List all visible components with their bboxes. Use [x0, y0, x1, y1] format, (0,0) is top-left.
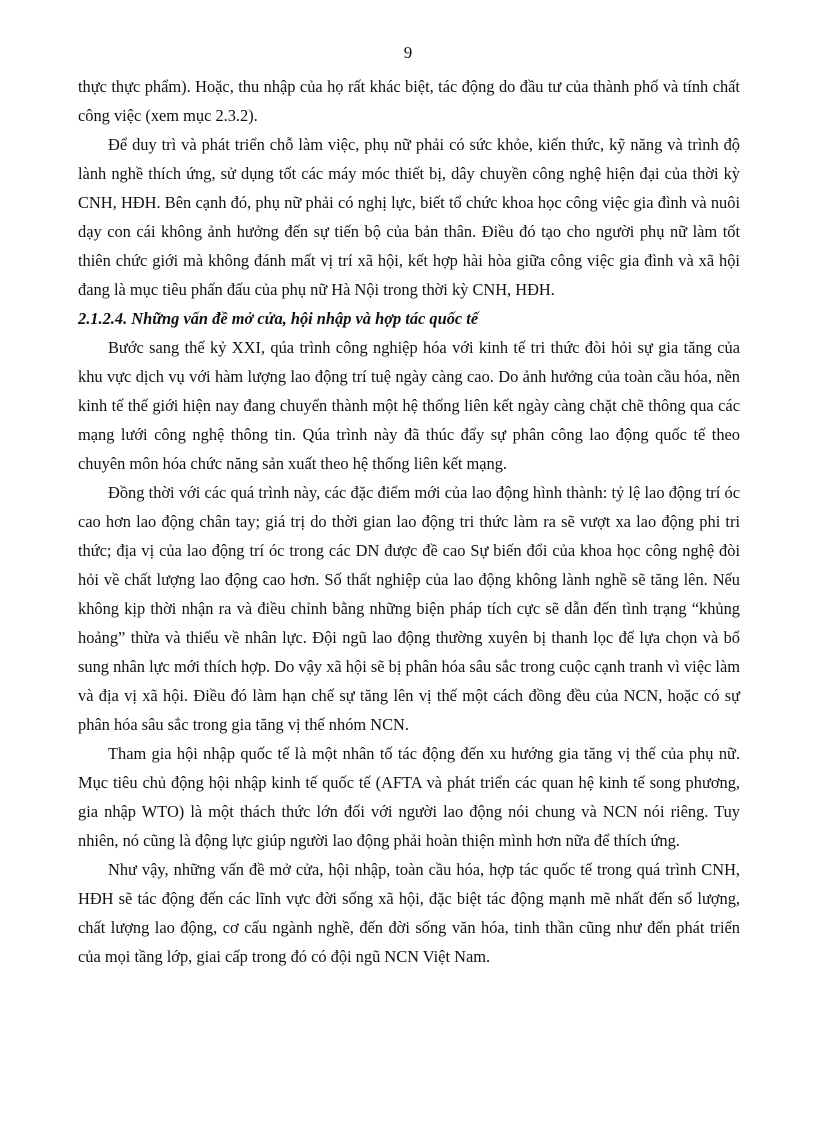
paragraph-continuation: thực thực phẩm). Hoặc, thu nhập của họ rất khác biệt, tác động do đầu tư của thành phố và tính chất công việc (xem mục 2.3.2).: [78, 77, 740, 125]
paragraph-industrialization: Bước sang thế kỷ XXI, qúa trình công nghiệp hóa với kinh tế tri thức đòi hỏi sự gia tăng của khu vực dịch vụ với hàm lượng lao động trí tuệ ngày càng cao. Do ảnh hưởng của toàn cầu hóa, nền kinh tế thế giới hiện nay đang chuyển thành một hệ thống liên kết ngày càng chặt chẽ thông qua các mạng lưới công nghệ thông tin. Qúa trình này đã thúc đẩy sự phân công lao động quốc tế theo chuyên môn hóa chức năng sản xuất theo hệ thống liên kết mạng.: [78, 338, 740, 473]
section-heading: 2.1.2.4. Những vấn đề mở cửa, hội nhập và hợp tác quốc tế: [78, 309, 479, 328]
paragraph-women-work: Để duy trì và phát triển chỗ làm việc, phụ nữ phải có sức khỏe, kiến thức, kỹ năng và trình độ lành nghề thích ứng, sử dụng tốt các máy móc thiết bị, dây chuyền công nghệ hiện đại của thời kỳ CNH, HĐH. Bên cạnh đó, phụ nữ phải có nghị lực, biết tổ chức khoa học công việc gia đình và nuôi dạy con cái không ảnh hưởng đến sự tiến bộ của bản thân. Điều đó tạo cho người phụ nữ làm tốt thiên chức giới mà không đánh mất vị trí xã hội, kết hợp hài hòa giữa công việc gia đình và xã hội đang là mục tiêu phấn đấu của phụ nữ Hà Nội trong thời kỳ CNH, HĐH.: [78, 135, 740, 299]
page-body: [78, 72, 740, 971]
paragraph-conclusion: Như vậy, những vấn đề mở cửa, hội nhập, toàn cầu hóa, hợp tác quốc tế trong quá trình CNH, HĐH sẽ tác động đến các lĩnh vực đời sống xã hội, đặc biệt tác động mạnh mẽ nhất đến số lượng, chất lượng lao động, cơ cấu ngành nghề, đến đời sống văn hóa, tinh thần cũng như đến phát triển của mọi tầng lớp, giai cấp trong đó có đội ngũ NCN Việt Nam.: [78, 860, 740, 966]
page-number: 9: [403, 43, 413, 62]
paragraph-labor-characteristics: Đồng thời với các quá trình này, các đặc điểm mới của lao động hình thành: tỷ lệ lao động trí óc cao hơn lao động chân tay; giá trị do thời gian lao động tri thức làm ra sẽ vượt xa lao động phi tri thức; địa vị của lao động trí óc trong các DN được đề cao Sự biến đổi của khoa học công nghệ đòi hỏi về chất lượng lao động cao hơn. Số thất nghiệp của lao động không lành nghề sẽ tăng lên. Nếu không kịp thời nhận ra và điều chỉnh bằng những biện pháp tích cực sẽ dẫn đến tình trạng “khủng hoảng” thừa và thiếu về nhân lực. Đội ngũ lao động thường xuyên bị thanh lọc để lựa chọn và bổ sung nhân lực mới thích hợp. Do vậy xã hội sẽ bị phân hóa sâu sắc trong cuộc cạnh tranh vì việc làm và địa vị xã hội. Điều đó làm hạn chế sự tăng lên vị thế một cách đồng đều của NCN, hoặc có sự phân hóa sâu sắc trong gia tăng vị thế nhóm NCN.: [78, 483, 740, 734]
paragraph-integration: Tham gia hội nhập quốc tế là một nhân tố tác động đến xu hướng gia tăng vị thế của phụ nữ. Mục tiêu chủ động hội nhập kinh tế quốc tế (AFTA và phát triển các quan hệ kinh tế song phương, gia nhập WTO) là một thách thức lớn đối với người lao động nói chung và NCN nói riêng. Tuy nhiên, nó cũng là động lực giúp người lao động phải hoàn thiện mình hơn nữa để thích ứng.: [78, 744, 740, 850]
